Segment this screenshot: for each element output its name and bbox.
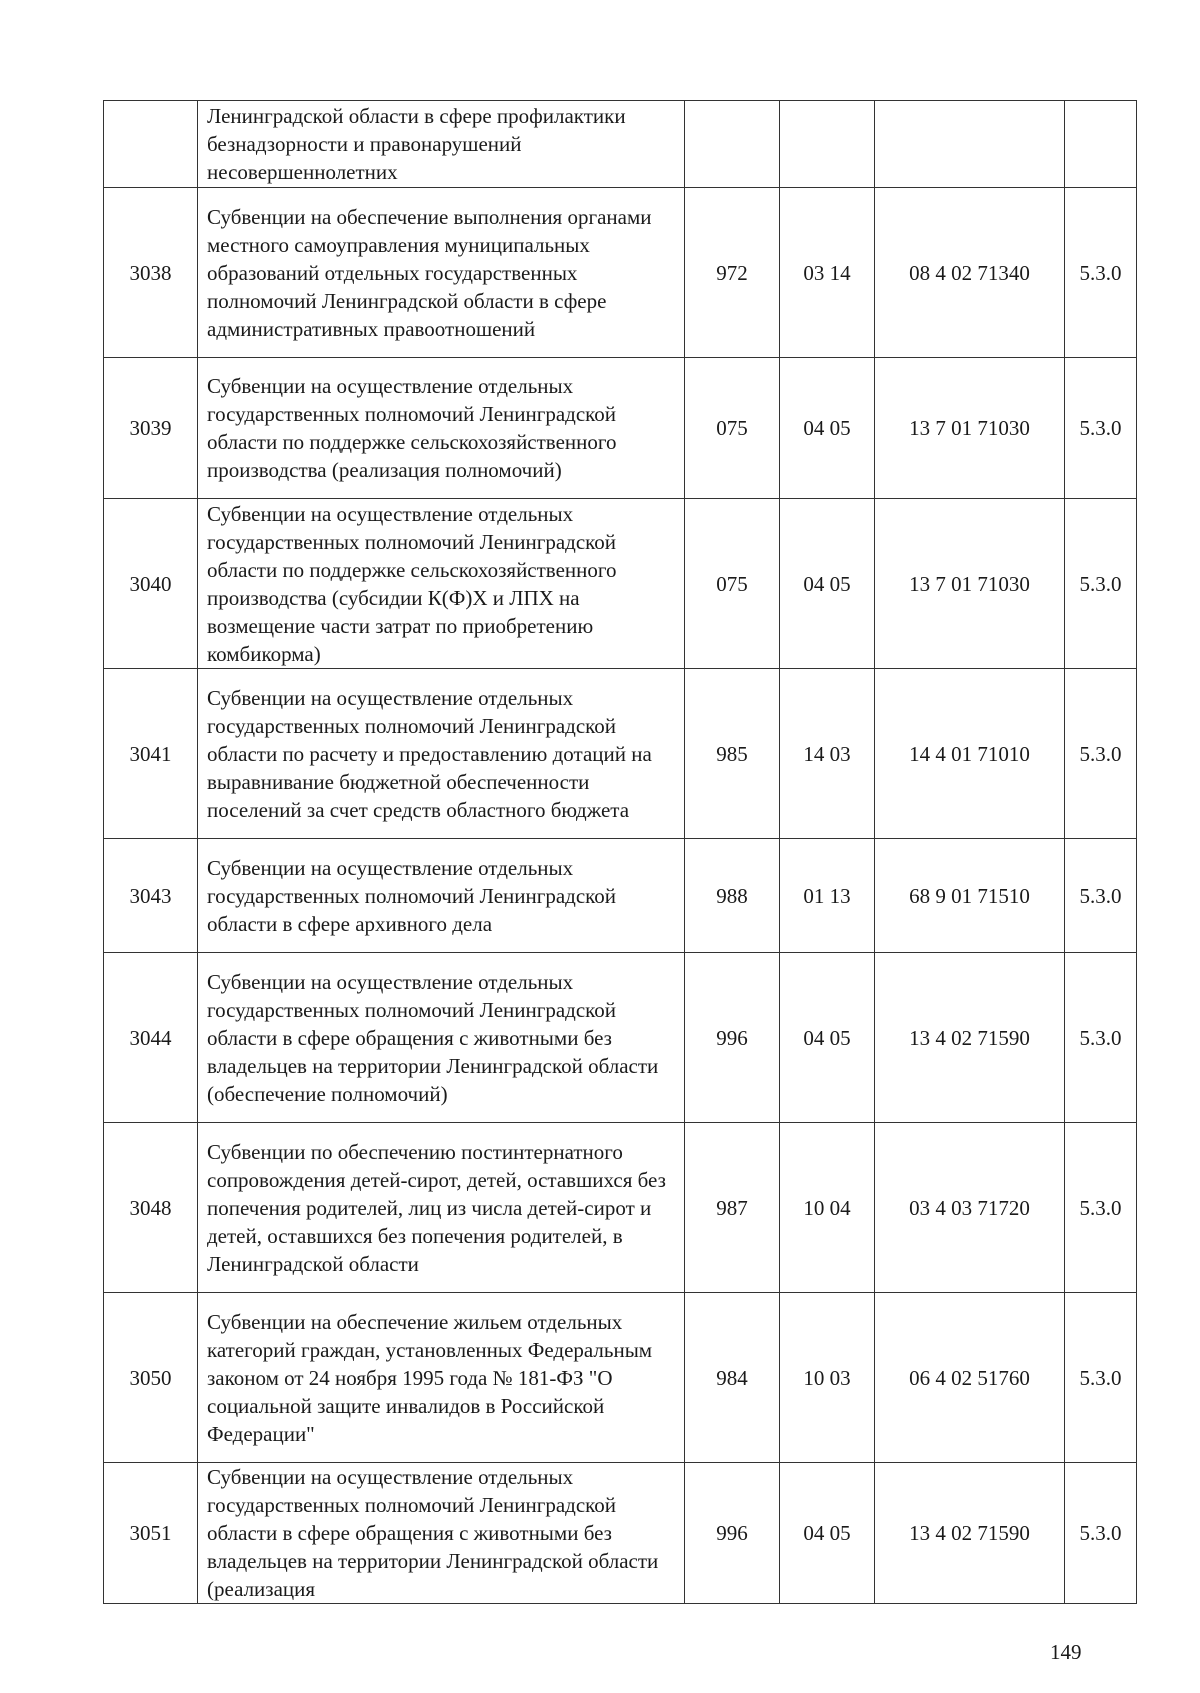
- budget-table: [103, 100, 1137, 1604]
- table-row: [104, 1293, 1137, 1463]
- row-target-article: 13 4 02 71590: [875, 953, 1065, 1123]
- row-number: 3050: [104, 1293, 198, 1463]
- row-version: 5.3.0: [1065, 188, 1137, 358]
- row-version: 5.3.0: [1065, 953, 1137, 1123]
- row-code: 987: [685, 1123, 780, 1293]
- row-target-article: 06 4 02 51760: [875, 1293, 1065, 1463]
- row-number: 3041: [104, 669, 198, 839]
- row-number: 3048: [104, 1123, 198, 1293]
- table-row: [104, 839, 1137, 953]
- row-section: 04 05: [780, 953, 875, 1123]
- table-row: [104, 188, 1137, 358]
- row-number: 3040: [104, 499, 198, 669]
- row-code: 996: [685, 953, 780, 1123]
- row-number: [104, 101, 198, 188]
- row-version: 5.3.0: [1065, 669, 1137, 839]
- row-code: 972: [685, 188, 780, 358]
- row-description: Субвенции на осуществление отдельных государственных полномочий Ленинградской области по поддержке сельскохозяйственного производства (субсидии К(Ф)Х и ЛПХ на возмещение части затрат по приобретению комбикорма): [198, 499, 685, 669]
- row-description: Субвенции на осуществление отдельных государственных полномочий Ленинградской области в сфере архивного дела: [198, 839, 685, 953]
- row-section: 04 05: [780, 1463, 875, 1604]
- row-section: 04 05: [780, 358, 875, 499]
- table-row: [104, 1463, 1137, 1604]
- table-row: [104, 101, 1137, 188]
- row-description: Субвенции на обеспечение выполнения органами местного самоуправления муниципальных образований отдельных государственных полномочий Ленинградской области в сфере административных правоотношений: [198, 188, 685, 358]
- row-target-article: 13 4 02 71590: [875, 1463, 1065, 1604]
- row-number: 3044: [104, 953, 198, 1123]
- row-version: [1065, 101, 1137, 188]
- table-row: [104, 358, 1137, 499]
- row-description: Субвенции на осуществление отдельных государственных полномочий Ленинградской области по расчету и предоставлению дотаций на выравнивание бюджетной обеспеченности поселений за счет средств областного бюджета: [198, 669, 685, 839]
- row-target-article: 68 9 01 71510: [875, 839, 1065, 953]
- row-section: 10 03: [780, 1293, 875, 1463]
- row-description: Ленинградской области в сфере профилактики безнадзорности и правонарушений несовершеннолетних: [198, 101, 685, 188]
- row-target-article: 13 7 01 71030: [875, 358, 1065, 499]
- row-section: 01 13: [780, 839, 875, 953]
- row-description: Субвенции по обеспечению постинтернатного сопровождения детей-сирот, детей, оставшихся без попечения родителей, лиц из числа детей-сирот и детей, оставшихся без попечения родителей, в Ленинградской области: [198, 1123, 685, 1293]
- row-target-article: [875, 101, 1065, 188]
- row-target-article: 13 7 01 71030: [875, 499, 1065, 669]
- row-code: 984: [685, 1293, 780, 1463]
- row-code: 075: [685, 499, 780, 669]
- row-section: 14 03: [780, 669, 875, 839]
- row-target-article: 08 4 02 71340: [875, 188, 1065, 358]
- row-version: 5.3.0: [1065, 499, 1137, 669]
- table-row: [104, 499, 1137, 669]
- row-section: 10 04: [780, 1123, 875, 1293]
- row-version: 5.3.0: [1065, 358, 1137, 499]
- row-code: 996: [685, 1463, 780, 1604]
- row-section: 03 14: [780, 188, 875, 358]
- row-version: 5.3.0: [1065, 1463, 1137, 1604]
- row-number: 3038: [104, 188, 198, 358]
- row-version: 5.3.0: [1065, 1123, 1137, 1293]
- row-description: Субвенции на обеспечение жильем отдельных категорий граждан, установленных Федеральным законом от 24 ноября 1995 года № 181-ФЗ "О социальной защите инвалидов в Российской Федерации": [198, 1293, 685, 1463]
- row-number: 3043: [104, 839, 198, 953]
- row-version: 5.3.0: [1065, 1293, 1137, 1463]
- row-code: 985: [685, 669, 780, 839]
- row-code: 075: [685, 358, 780, 499]
- row-number: 3039: [104, 358, 198, 499]
- row-code: [685, 101, 780, 188]
- row-version: 5.3.0: [1065, 839, 1137, 953]
- table-row: [104, 953, 1137, 1123]
- table-row: [104, 669, 1137, 839]
- row-section: [780, 101, 875, 188]
- row-description: Субвенции на осуществление отдельных государственных полномочий Ленинградской области в сфере обращения с животными без владельцев на территории Ленинградской области (реализация: [198, 1463, 685, 1604]
- table-row: [104, 1123, 1137, 1293]
- page-number: 149: [1050, 1640, 1082, 1664]
- row-number: 3051: [104, 1463, 198, 1604]
- row-code: 988: [685, 839, 780, 953]
- row-target-article: 03 4 03 71720: [875, 1123, 1065, 1293]
- row-description: Субвенции на осуществление отдельных государственных полномочий Ленинградской области по поддержке сельскохозяйственного производства (реализация полномочий): [198, 358, 685, 499]
- row-target-article: 14 4 01 71010: [875, 669, 1065, 839]
- row-section: 04 05: [780, 499, 875, 669]
- row-description: Субвенции на осуществление отдельных государственных полномочий Ленинградской области в сфере обращения с животными без владельцев на территории Ленинградской области (обеспечение полномочий): [198, 953, 685, 1123]
